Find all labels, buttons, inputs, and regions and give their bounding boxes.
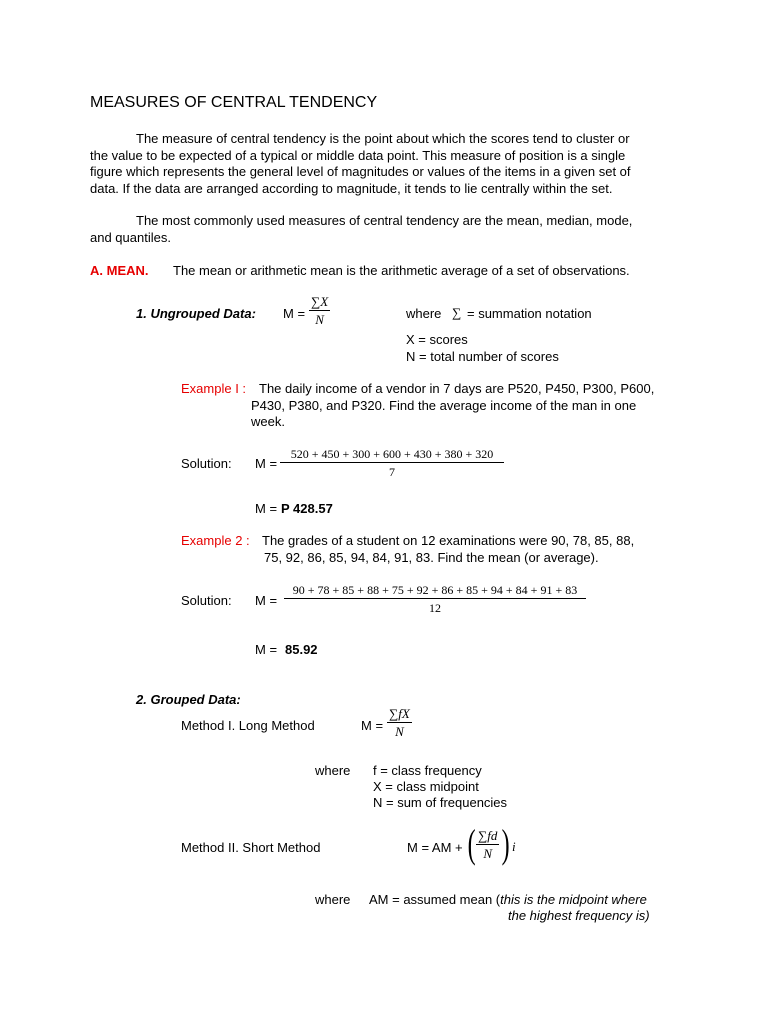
interval-symbol: i — [512, 839, 516, 854]
formula-denominator: N — [483, 846, 493, 861]
example-1-line: week. — [251, 414, 285, 429]
fraction-denominator: 7 — [389, 465, 395, 479]
example-2-label: Example 2 : — [181, 533, 250, 548]
result-prefix: M = — [255, 501, 278, 516]
short-method-formula — [476, 828, 499, 862]
intro-line: The measure of central tendency is the point about which the scores tend to cluster or — [136, 131, 630, 146]
formula-numerator: ∑X — [311, 294, 329, 309]
intro-line: the value to be expected of a typical or middle data point. This measure of position is a single — [90, 148, 626, 163]
right-paren: ) — [501, 821, 510, 866]
example-1-fraction — [280, 446, 504, 480]
am-definition — [369, 891, 647, 908]
example-1-line: P430, P380, and P320. Find the average income of the man in one — [251, 398, 637, 413]
intro-line: The most commonly used measures of central tendency are the mean, median, mode, — [136, 213, 633, 228]
method-1-label: Method I. Long Method — [181, 718, 315, 733]
intro-line: and quantiles. — [90, 230, 171, 245]
n-definition: N = sum of frequencies — [373, 795, 508, 810]
where-label: where — [315, 892, 351, 907]
page-title: MEASURES OF CENTRAL TENDENCY — [90, 94, 378, 111]
x-definition: X = class midpoint — [373, 779, 479, 794]
method-2-label: Method II. Short Method — [181, 840, 321, 855]
am-note: the highest frequency is) — [508, 908, 650, 923]
solution-label: Solution: — [181, 456, 232, 471]
example-2-result: 85.92 — [285, 642, 318, 657]
where-label: where — [406, 306, 442, 321]
example-1-result: P 428.57 — [281, 501, 333, 516]
example-2-line: The grades of a student on 12 examinations were 90, 78, 85, 88, — [262, 533, 635, 548]
solution-label: Solution: — [181, 593, 232, 608]
f-definition: f = class frequency — [373, 763, 482, 778]
example-1-label: Example I : — [181, 381, 247, 396]
long-method-formula — [387, 706, 412, 740]
m-equals: M = — [361, 718, 384, 733]
result-prefix: M = — [255, 642, 278, 657]
section-a-label: A. MEAN. — [90, 263, 149, 278]
mean-formula — [309, 294, 330, 328]
fraction-numerator: 90 + 78 + 85 + 88 + 75 + 92 + 86 + 85 + 94 + 84 + 91 + 83 — [284, 582, 586, 599]
am-note: this is the midpoint where — [500, 892, 647, 907]
m-equals: M = AM + — [407, 840, 463, 855]
formula-denominator: N — [315, 312, 324, 327]
section-a-text: The mean or arithmetic mean is the arithmetic average of a set of observations. — [173, 263, 630, 278]
ungrouped-heading: 1. Ungrouped Data: — [136, 306, 256, 321]
where-label: where — [315, 763, 351, 778]
grouped-heading: 2. Grouped Data: — [136, 692, 241, 707]
x-definition: X = scores — [406, 332, 468, 347]
example-1-line: The daily income of a vendor in 7 days are P520, P450, P300, P600, — [259, 381, 655, 396]
fraction-denominator: 12 — [429, 601, 441, 615]
intro-line: figure which represents the general level of magnitudes or values of the items in a given set of — [90, 164, 631, 179]
m-equals: M = — [255, 593, 278, 608]
n-definition: N = total number of scores — [406, 349, 559, 364]
intro-line: data. If the data are arranged according to magnitude, it tends to lie centrally within the set. — [90, 181, 613, 196]
left-paren: ( — [467, 821, 476, 866]
example-2-fraction — [284, 582, 586, 616]
sigma-definition: = summation notation — [467, 306, 592, 321]
example-2-line: 75, 92, 86, 85, 94, 84, 91, 83. Find the mean (or average). — [264, 550, 599, 565]
sigma-symbol: ∑ — [452, 305, 462, 320]
m-equals: M = — [283, 306, 306, 321]
formula-numerator: ∑fX — [389, 706, 410, 721]
m-equals: M = — [255, 456, 278, 471]
formula-denominator: N — [395, 724, 404, 739]
formula-numerator: ∑fd — [478, 828, 498, 843]
fraction-numerator: 520 + 450 + 300 + 600 + 430 + 380 + 320 — [280, 446, 504, 463]
am-definition-text: AM = assumed mean ( — [369, 892, 501, 907]
